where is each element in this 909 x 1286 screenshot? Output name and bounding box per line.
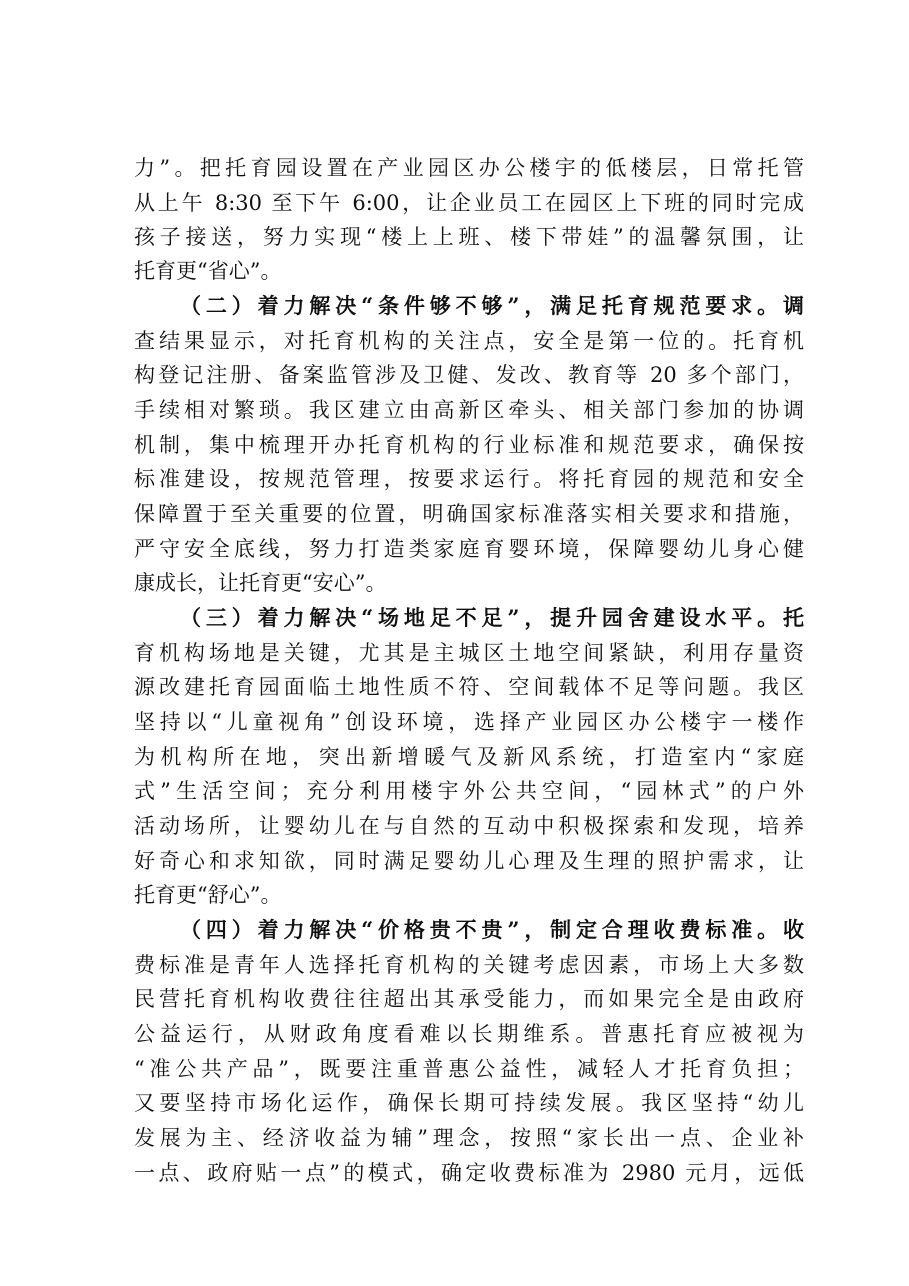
text-line: 标准建设，按规范管理，按要求运行。将托育园的规范和安全 [134, 467, 804, 491]
text-line: 托育更“舒心”。 [134, 883, 282, 907]
text-line: 民营托育机构收费往往超出其承受能力，而如果完全是由政府 [134, 987, 804, 1011]
section-heading-line: （二）着力解决“条件够不够”，满足托育规范要求。调 [180, 293, 804, 318]
text-line: 坚持以“儿童视角”创设环境，选择产业园区办公楼宇一楼作 [134, 710, 804, 734]
text-line: 为机构所在地，突出新增暖气及新风系统，打造室内“家庭 [134, 745, 804, 769]
text-line: 机制，集中梳理开办托育机构的行业标准和规范要求，确保按 [134, 433, 804, 457]
text-line: “准公共产品”，既要注重普惠公益性，减轻人才托育负担； [134, 1057, 804, 1081]
text-line: 构登记注册、备案监管涉及卫健、发改、教育等 20 多个部门， [134, 363, 804, 387]
text-line: 手续相对繁琐。我区建立由高新区牵头、相关部门参加的协调 [134, 398, 804, 422]
text-line: 活动场所，让婴幼儿在与自然的互动中积极探索和发现，培养 [134, 814, 804, 838]
section-heading-line: （三）着力解决“场地足不足”，提升园舍建设水平。托 [180, 605, 804, 630]
text-line: 发展为主、经济收益为辅”理念，按照“家长出一点、企业补 [134, 1126, 804, 1150]
text-line: 一点、政府贴一点”的模式，确定收费标准为 2980 元月，远低 [134, 1161, 804, 1185]
text-line: 康成长，让托育更“安心”。 [134, 571, 387, 595]
text-line: 力”。把托育园设置在产业园区办公楼宇的低楼层，日常托管 [134, 156, 804, 180]
text-line: 从上午 8:30 至下午 6:00，让企业员工在园区上下班的同时完成 [134, 191, 804, 215]
text-line: 公益运行，从财政角度看难以长期维系。普惠托育应被视为 [134, 1022, 804, 1046]
text-line: 查结果显示，对托育机构的关注点，安全是第一位的。托育机 [134, 329, 804, 353]
text-line: 式”生活空间；充分利用楼宇外公共空间，“园林式”的户外 [134, 779, 804, 803]
section-heading-line: （四）着力解决“价格贵不贵”，制定合理收费标准。收 [180, 917, 804, 942]
text-line: 托育更“省心”。 [134, 259, 282, 283]
text-line: 育机构场地是关键，尤其是主城区土地空间紧缺，利用存量资 [134, 641, 804, 665]
text-line: 好奇心和求知欲，同时满足婴幼儿心理及生理的照护需求，让 [134, 849, 804, 873]
text-line: 保障置于至关重要的位置，明确国家标准落实相关要求和措施， [134, 502, 804, 526]
text-line: 费标准是青年人选择托育机构的关键考虑因素，市场上大多数 [134, 953, 804, 977]
text-line: 孩子接送，努力实现“楼上上班、楼下带娃”的温馨氛围，让 [134, 225, 804, 249]
text-line: 又要坚持市场化运作，确保长期可持续发展。我区坚持“幼儿 [134, 1091, 804, 1115]
text-line: 严守安全底线，努力打造类家庭育婴环境，保障婴幼儿身心健 [134, 537, 804, 561]
text-line: 源改建托育园面临土地性质不符、空间载体不足等问题。我区 [134, 675, 804, 699]
